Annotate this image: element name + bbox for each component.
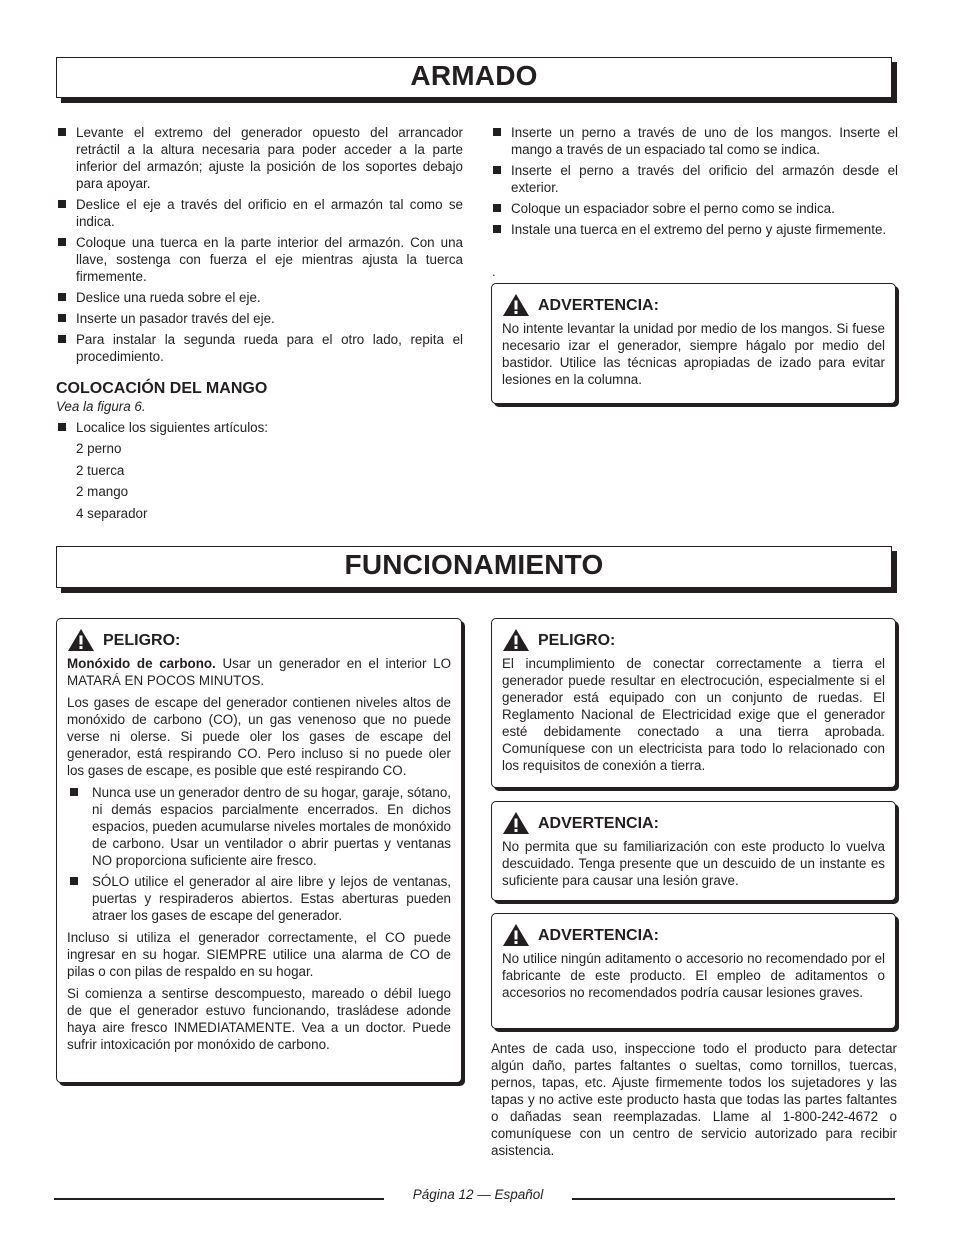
- armado-right-column: [491, 124, 898, 242]
- list-item: Inserte el perno a través del orificio del armazón desde el exterior.: [491, 162, 898, 196]
- warning-text: No utilice ningún aditamento o accesorio no recomendado por el fabricante de este producto. El empleo de aditamentos o accesorios no recomendados podría causar lesiones graves.: [502, 951, 885, 1000]
- danger-lead-rest: Usar un generador en el interior LO MATARÁ EN POCOS MINUTOS.: [67, 656, 451, 688]
- list-item: Inserte un pasador través del eje.: [56, 310, 463, 327]
- warning-triangle-icon: [502, 923, 530, 947]
- danger-box-carbon-monoxide: [56, 618, 462, 1083]
- mango-heading: COLOCACIÓN DEL MANGO: [56, 380, 268, 397]
- part-item: 2 perno: [76, 441, 122, 456]
- danger-lead: [67, 655, 451, 689]
- danger-box-grounding: [491, 618, 896, 788]
- list-item: Instale una tuerca en el extremo del perno y ajuste firmemente.: [491, 221, 898, 238]
- part-item: 2 mango: [76, 484, 129, 499]
- warning-box-lifting: [491, 283, 896, 404]
- inspection-paragraph: Antes de cada uso, inspeccione todo el producto para detectar algún daño, partes faltantes o sueltas, como tornillos, tuercas, pernos, tapas, etc. Ajuste firmemente todos los sujetadores y las tapas y no active este producto hasta que todas las partes faltantes o dañadas sean reemplazadas. Llame al 1-800-242-4672 o comuníquese con un centro de servicio autorizado para recibir asistencia.: [491, 1041, 897, 1158]
- list-item: Deslice el eje a través del orificio en el armazón tal como se indica.: [56, 196, 463, 230]
- part-item: 4 separador: [76, 505, 148, 521]
- warning-triangle-icon: [502, 811, 530, 835]
- locate-list: [56, 419, 463, 436]
- list-item: Deslice una rueda sobre el eje.: [56, 289, 463, 306]
- list-item: Levante el extremo del generador opuesto del arrancador retráctil a la altura necesaria para poder acceder a la parte inferior del armazón; ajuste la posición de los soportes debajo para apoyar.: [56, 124, 463, 192]
- warning-text: No permita que su familiarización con este producto lo vuelva descuidado. Tenga presente que un descuido de un instante es suficiente para causar una lesión grave.: [502, 839, 885, 888]
- page-footer: Página 12 — Español: [412, 1187, 544, 1202]
- list-item: Para instalar la segunda rueda para el otro lado, repita el procedimiento.: [56, 331, 463, 365]
- warning-title: ADVERTENCIA:: [538, 926, 659, 944]
- warning-triangle-icon: [502, 628, 530, 652]
- warning-box-familiarity: [491, 801, 896, 901]
- list-item: Nunca use un generador dentro de su hogar, garaje, sótano, ni demás espacios parcialmente encerrados. En dichos espacios, pueden acumularse niveles mortales de monóxido de carbono. Usar un ventilador o abrir puertas y ventanas NO proporciona suficiente aire fresco.: [67, 784, 451, 869]
- danger-title: PELIGRO:: [538, 631, 616, 649]
- see-figure-note: Vea la figura 6.: [56, 399, 146, 414]
- warning-triangle-icon: [67, 628, 95, 652]
- footer-rule-right: [572, 1198, 895, 1200]
- list-item: Inserte un perno a través de uno de los mangos. Inserte el mango a través de un espaciado tal como se indica.: [491, 124, 898, 158]
- section-title-funcionamiento: FUNCIONAMIENTO: [56, 546, 892, 588]
- danger-text: El incumplimiento de conectar correctamente a tierra el generador puede resultar en electrocución, especialmente si el generador está equipado con un conjunto de ruedas. El Reglamento Nacional de Electricidad exige que el generador esté debidamente conectado a una tierra aprobada. Comuníquese con un electricista para todo lo relacionado con los requisitos de conexión a tierra.: [502, 656, 885, 773]
- warning-triangle-icon: [502, 293, 530, 317]
- armado-left-column: [56, 124, 463, 526]
- list-item: Localice los siguientes artículos:: [56, 419, 463, 436]
- warning-title: ADVERTENCIA:: [538, 814, 659, 832]
- danger-para-2: Incluso si utiliza el generador correctamente, el CO puede ingresar en su hogar. SIEMPRE utilice una alarma de CO de pilas o con pilas de respaldo en su hogar.: [67, 930, 451, 979]
- footer-rule-left: [54, 1198, 384, 1200]
- handle-steps-list: [491, 124, 898, 238]
- parts-list: [56, 440, 463, 522]
- danger-bullets: [67, 784, 451, 924]
- danger-title: PELIGRO:: [103, 631, 181, 649]
- danger-lead-bold: Monóxido de carbono.: [67, 656, 216, 671]
- warning-title: ADVERTENCIA:: [538, 296, 659, 314]
- part-item: 2 tuerca: [76, 462, 125, 478]
- list-item: SÓLO utilice el generador al aire libre y lejos de ventanas, puertas y respiraderos abiertos. Estas aberturas pueden atraer los gases de escape del generador.: [67, 873, 451, 924]
- warning-text: No intente levantar la unidad por medio de los mangos. Si fuese necesario izar el generador, siempre hágalo por medio del bastidor. Utilice las técnicas apropiadas de izado para evitar lesiones en la columna.: [502, 321, 885, 387]
- wheel-steps-list: [56, 124, 463, 365]
- list-item: Coloque un espaciador sobre el perno como se indica.: [491, 200, 898, 217]
- list-item: Coloque una tuerca en la parte interior del armazón. Con una llave, sostenga con fuerza el eje mientras ajusta la tuerca firmemente.: [56, 234, 463, 285]
- stray-dot: .: [492, 264, 496, 279]
- section-title-armado: ARMADO: [56, 57, 892, 98]
- danger-para-3: Si comienza a sentirse descompuesto, mareado o débil luego de que el generador estuvo funcionando, trasládese adonde haya aire fresco INMEDIATAMENTE. Vea a un doctor. Puede sufrir intoxicación por monóxido de carbono.: [67, 986, 451, 1052]
- danger-para-1: Los gases de escape del generador contienen niveles altos de monóxido de carbono (CO), un gas venenoso que no puede verse ni olerse. Si puede oler los gases de escape del generador, está respirando CO. Pero incluso si no puede oler los gases de escape, es posible que esté respirando CO.: [67, 695, 451, 778]
- warning-box-attachments: [491, 913, 896, 1029]
